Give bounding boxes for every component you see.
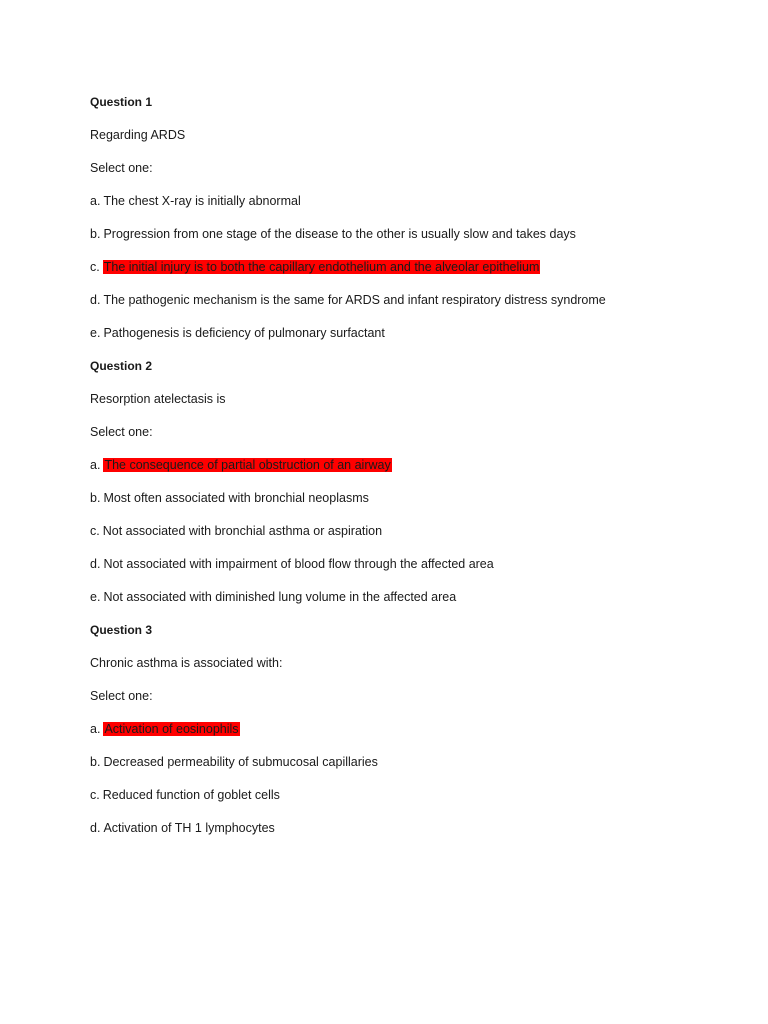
highlighted-answer-text: The initial injury is to both the capillary endothelium and the alveolar epithelium [103, 260, 540, 274]
answer-option [90, 787, 750, 820]
option-letter: c. [90, 260, 100, 274]
option-text: Progression from one stage of the disease to the other is usually slow and takes days [103, 227, 576, 241]
answer-option [90, 589, 750, 622]
option-letter: a. [90, 194, 101, 208]
option-letter: b. [90, 491, 101, 505]
answer-option [90, 325, 750, 358]
option-letter: a. [90, 458, 101, 472]
option-letter: e. [90, 590, 101, 604]
document-body [90, 94, 750, 853]
answer-option [90, 820, 750, 853]
question-stem: Regarding ARDS [90, 128, 186, 142]
option-letter: a. [90, 722, 101, 736]
option-text: Most often associated with bronchial neoplasms [103, 491, 369, 505]
answer-option [90, 754, 750, 787]
question-block [90, 358, 750, 622]
option-text: The pathogenic mechanism is the same for ARDS and infant respiratory distress syndrome [103, 293, 606, 307]
option-letter: d. [90, 821, 101, 835]
option-letter: c. [90, 524, 100, 538]
answer-option [90, 523, 750, 556]
question-stem: Resorption atelectasis is [90, 392, 226, 406]
highlighted-answer-text: The consequence of partial obstruction of an airway [104, 458, 391, 472]
question-block [90, 622, 750, 853]
answer-option [90, 259, 750, 292]
option-text: Pathogenesis is deficiency of pulmonary surfactant [103, 326, 385, 340]
option-text: Not associated with impairment of blood flow through the affected area [103, 557, 494, 571]
highlighted-answer-text: Activation of eosinophils [104, 722, 239, 736]
option-text: Not associated with diminished lung volume in the affected area [103, 590, 457, 604]
question-heading: Question 2 [90, 359, 153, 373]
select-one-label: Select one: [90, 425, 153, 439]
option-letter: b. [90, 227, 101, 241]
option-text: Reduced function of goblet cells [102, 788, 280, 802]
answer-option [90, 556, 750, 589]
question-block [90, 94, 750, 358]
option-text: Activation of TH 1 lymphocytes [103, 821, 275, 835]
select-one-label: Select one: [90, 161, 153, 175]
option-letter: d. [90, 557, 101, 571]
answer-option [90, 457, 750, 490]
answer-option [90, 292, 750, 325]
option-letter: c. [90, 788, 100, 802]
question-heading: Question 1 [90, 95, 153, 109]
select-one-label: Select one: [90, 689, 153, 703]
answer-option [90, 226, 750, 259]
answer-option [90, 490, 750, 523]
option-letter: b. [90, 755, 101, 769]
option-text: Not associated with bronchial asthma or aspiration [102, 524, 383, 538]
answer-option [90, 721, 750, 754]
option-text: Decreased permeability of submucosal capillaries [103, 755, 378, 769]
option-letter: e. [90, 326, 101, 340]
answer-option [90, 193, 750, 226]
question-heading: Question 3 [90, 623, 153, 637]
option-text: The chest X-ray is initially abnormal [103, 194, 301, 208]
question-stem: Chronic asthma is associated with: [90, 656, 283, 670]
option-letter: d. [90, 293, 101, 307]
